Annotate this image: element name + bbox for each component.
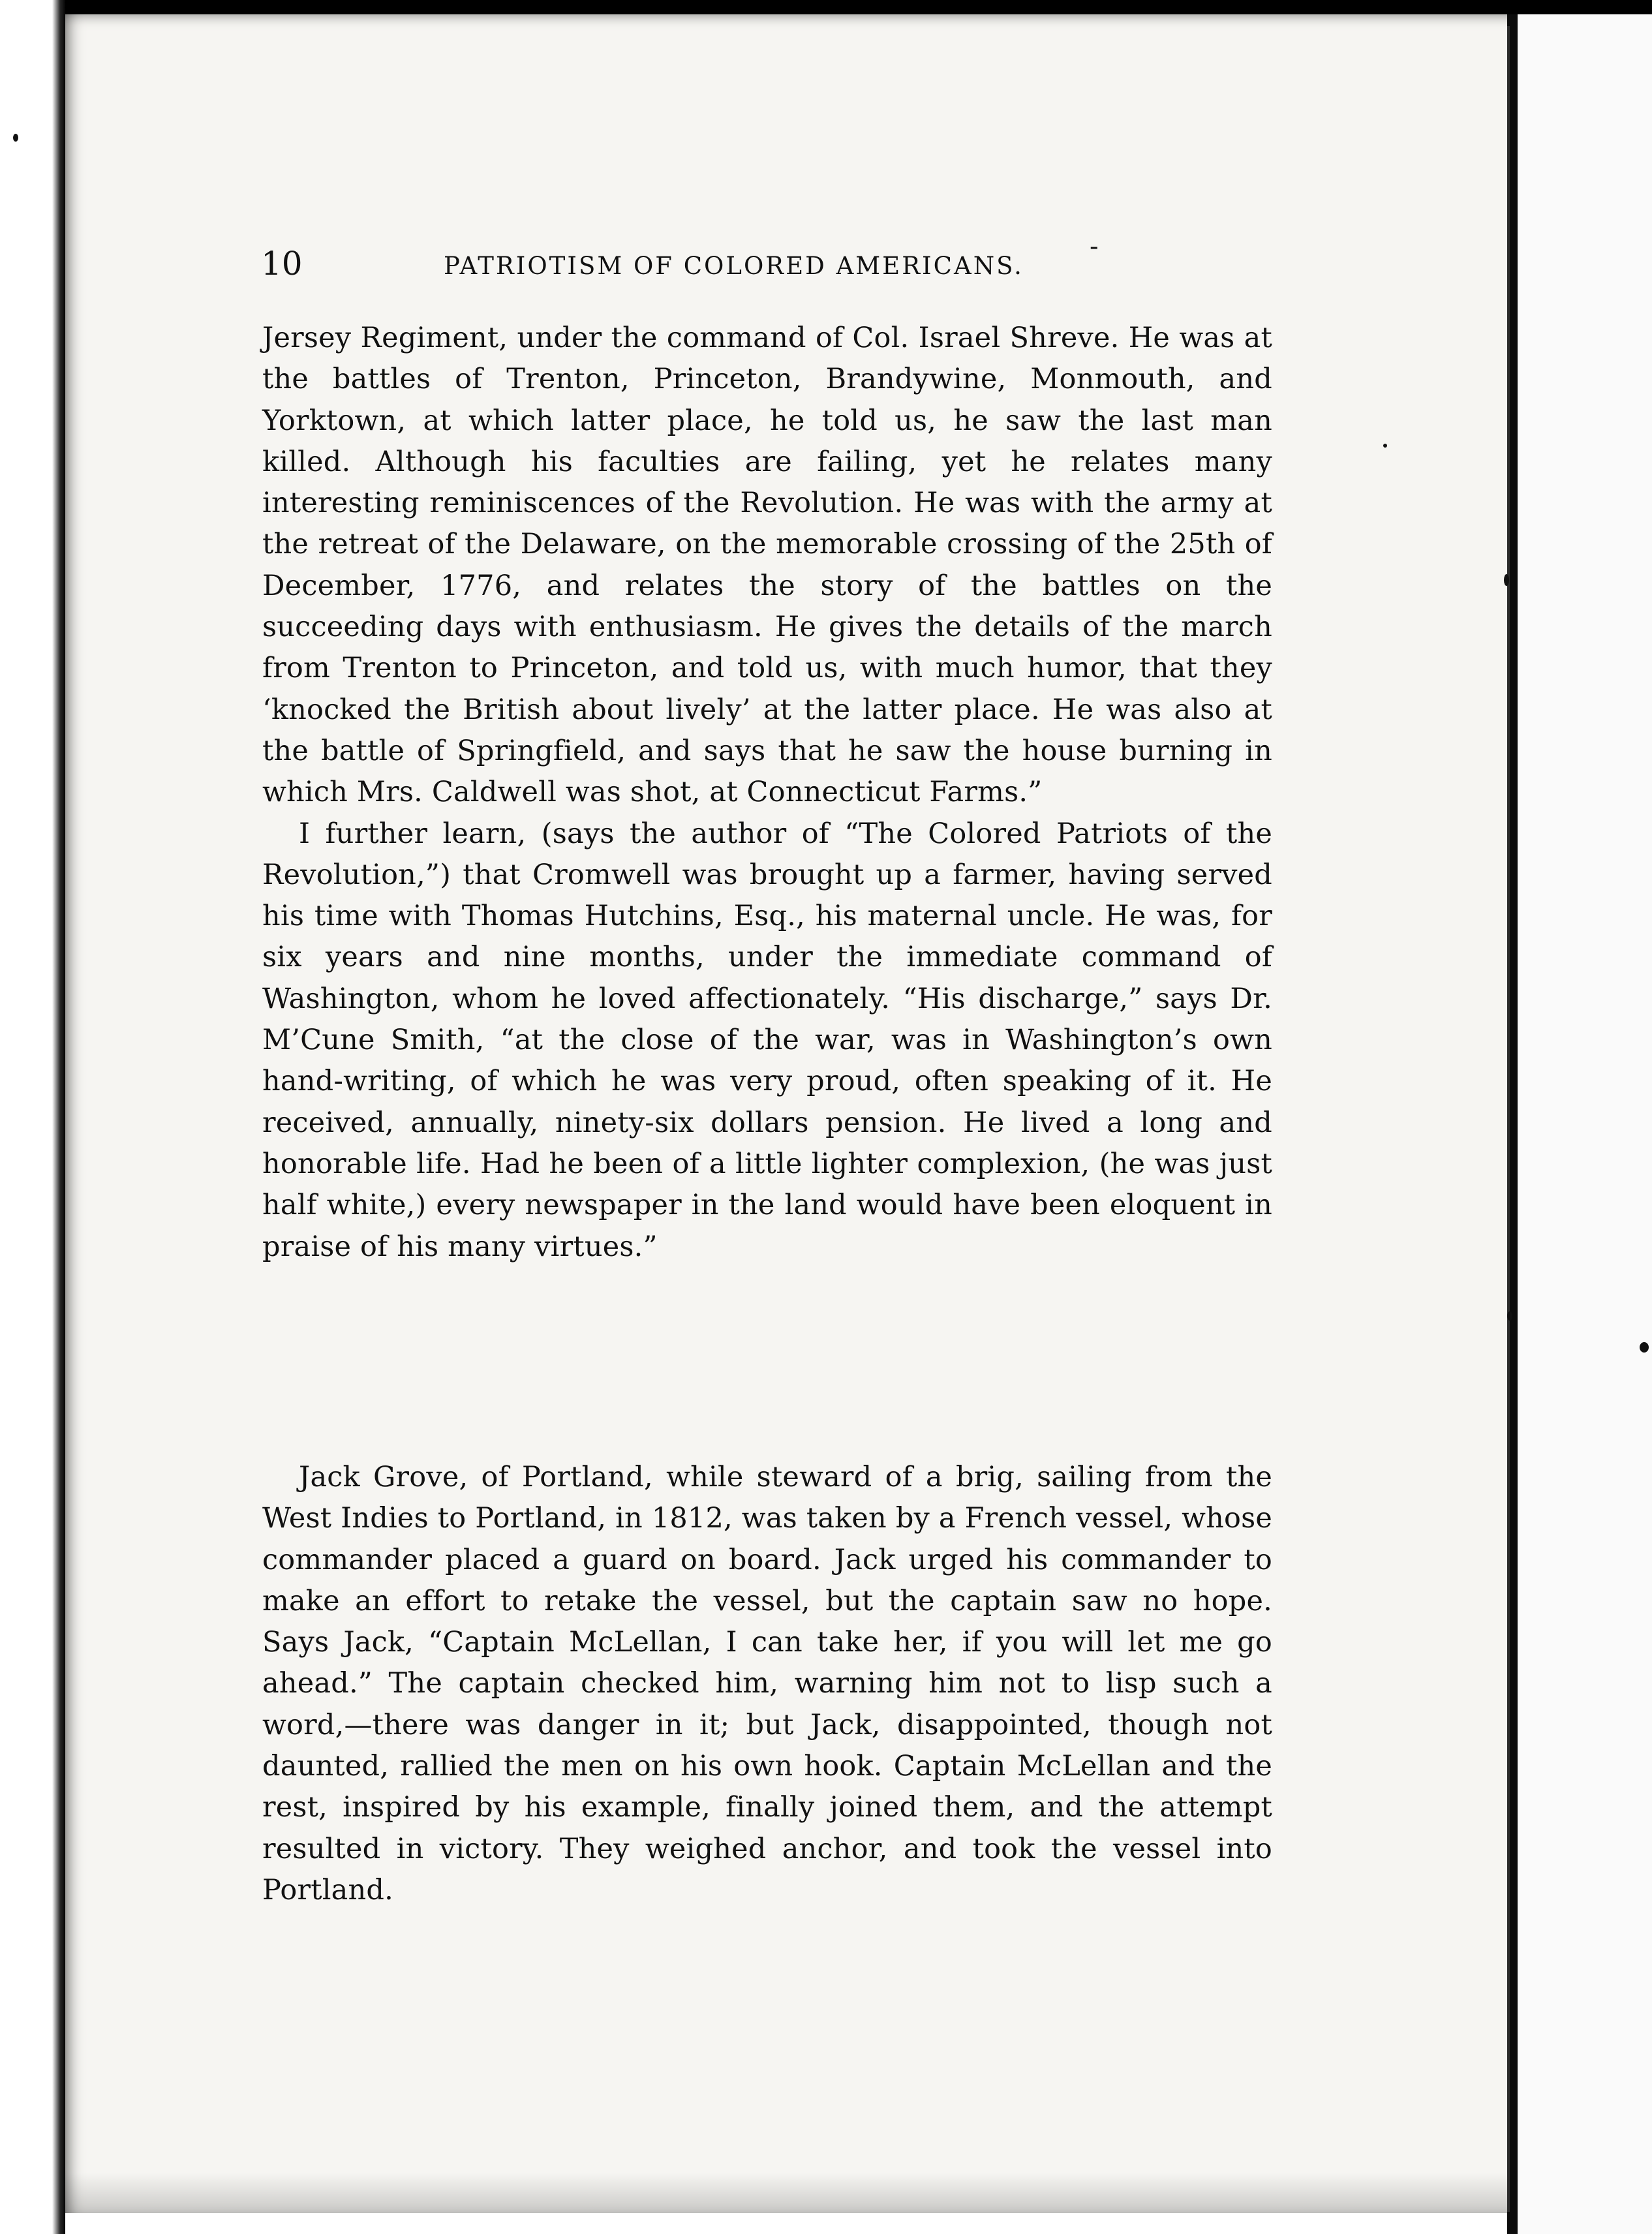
dust-speck xyxy=(1383,444,1387,448)
page-header xyxy=(261,232,1311,288)
adjacent-page xyxy=(1514,14,1652,2234)
scan-border-top xyxy=(0,0,1652,14)
running-title: PATRIOTISM OF COLORED AMERICANS. xyxy=(444,252,1024,280)
page-number: 10 xyxy=(261,245,303,283)
dust-speck xyxy=(1504,574,1509,586)
body-text-upper xyxy=(262,318,1272,1268)
dust-speck xyxy=(1640,1342,1649,1353)
paragraph-colored-patriots: I further learn, (says the author of “The Colored Patriots of the Revolution,”) that Cromwell was brought up a farmer, having served his time with Thomas Hutchins, Esq., his maternal uncle. He was, for six years and nine months, under the immediate command of Washington, whom he loved affectionately. “His discharge,” says Dr. M’Cune Smith, “at the close of the war, was in Washington’s own hand-writing, of which he was very proud, often speaking of it. He received, annually, ninety-six dollars pension. He lived a long and honorable life. Had he been of a little lighter complexion, (he was just half white,) every newspaper in the land would have been eloquent in praise of his many virtues.” xyxy=(262,817,1272,1263)
adjacent-page-edge xyxy=(1507,26,1510,2212)
dust-speck xyxy=(13,134,18,142)
header-mark: - xyxy=(1090,232,1099,262)
paragraph-continued: Jersey Regiment, under the command of Col. Israel Shreve. He was at the battles of Trenton, Princeton, Brandywine, Monmouth, and Yorktown, at which latter place, he told us, he saw the last man killed. Although his faculties are failing, yet he relates many interesting reminiscences of the Revolution. He was with the army at the retreat of the Delaware, on the memorable crossing of the 25th of December, 1776, and relates the story of the battles on the succeeding days with enthusiasm. He gives the details of the march from Trenton to Princeton, and told us, with much humor, that they ‘knocked the British about lively’ at the latter place. He was also at the battle of Springfield, and says that he saw the house burning in which Mrs. Caldwell was shot, at Connecticut Farms.” xyxy=(262,322,1272,809)
body-text-lower xyxy=(262,1457,1272,1911)
page-bottom-shadow xyxy=(65,2173,1514,2213)
scan-margin-left xyxy=(0,0,65,2234)
dust-speck xyxy=(1507,1311,1512,1321)
paragraph-jack-grove: Jack Grove, of Portland, while steward of a brig, sailing from the West Indies to Portland, in 1812, was taken by a French vessel, whose commander placed a guard on board. Jack urged his commander to make an effort to retake the vessel, but the captain saw no hope. Says Jack, “Captain McLellan, I can take her, if you will let me go ahead.” The captain checked him, warning him not to lisp such a word,—there was danger in it; but Jack, disappointed, though not daunted, rallied the men on his own hook. Captain McLellan and the rest, inspired by his example, finally joined them, and the attempt resulted in victory. They weighed anchor, and took the vessel into Portland. xyxy=(262,1461,1272,1906)
